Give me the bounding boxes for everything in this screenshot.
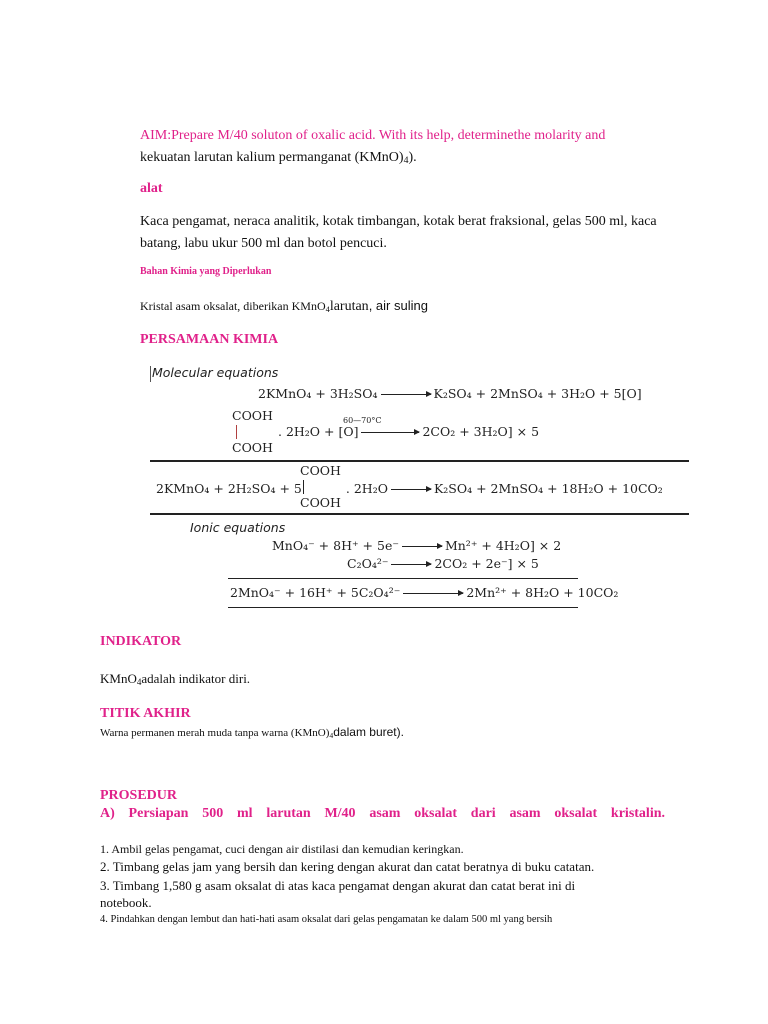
equation-3-lhs: 2KMnO₄ + 2H₂SO₄ + 5 <box>156 481 302 496</box>
divider-line <box>228 578 578 579</box>
equation-3-rhs: K₂SO₄ + 2MnSO₄ + 18H₂O + 10CO₂ <box>433 481 663 496</box>
divider-line <box>228 607 578 608</box>
equation-1-lhs: 2KMnO₄ + 3H₂SO₄ <box>258 386 378 401</box>
equation-2-top: COOH <box>232 408 273 423</box>
aim-line-2-sub: 4 <box>403 155 409 166</box>
ionic-equation-1-lhs: MnO₄⁻ + 8H⁺ + 5e⁻ <box>272 538 399 553</box>
step-4: 4. Pindahkan dengan lembut dan hati-hati asam oksalat dari gelas pengamatan ke dalam 500 ml yang bersih <box>100 914 553 925</box>
oxalic-bond-icon <box>236 425 237 439</box>
alat-heading: alat <box>140 181 163 196</box>
bahan-text-pre: Kristal asam oksalat, diberikan KMnO <box>140 299 326 313</box>
bahan-text <box>140 298 428 315</box>
prosedur-subheading: A) Persiapan 500 ml larutan M/40 asam oksalat dari asam oksalat kristalin. <box>100 806 665 821</box>
ionic-equation-3 <box>230 585 618 600</box>
indikator-text-sub: 4 <box>136 677 142 687</box>
ionic-equation-2-rhs: 2CO₂ + 2e⁻] × 5 <box>434 556 539 571</box>
persamaan-heading: PERSAMAAN KIMIA <box>140 332 279 347</box>
titik-text-pre: Warna permanen merah muda tanpa warna (KMnO) <box>100 727 330 739</box>
aim-line-2 <box>140 148 417 171</box>
indikator-text <box>100 670 250 691</box>
ionic-equation-3-lhs: 2MnO₄⁻ + 16H⁺ + 5C₂O₄²⁻ <box>230 585 401 600</box>
reaction-arrow-icon <box>402 546 442 547</box>
divider-line <box>150 513 689 515</box>
divider-line <box>150 460 689 462</box>
reaction-arrow-icon <box>361 432 419 433</box>
ionic-equation-1-rhs: Mn²⁺ + 4H₂O] × 2 <box>444 538 562 553</box>
ionic-equation-3-rhs: 2Mn²⁺ + 8H₂O + 10CO₂ <box>466 585 619 600</box>
titik-text-post: dalam buret). <box>333 725 404 739</box>
reaction-arrow-icon <box>381 394 431 395</box>
step-3-line-2: notebook. <box>100 895 152 910</box>
equation-3-top: COOH <box>300 463 341 478</box>
reaction-arrow-icon <box>391 489 431 490</box>
ionic-equation-2 <box>347 556 539 571</box>
text-cursor-mark <box>150 366 151 382</box>
bahan-heading: Bahan Kimia yang Diperlukan <box>140 266 272 277</box>
step-2: 2. Timbang gelas jam yang bersih dan kering dengan akurat dan catat beratnya di buku catatan. <box>100 859 595 874</box>
equation-2-mid <box>278 424 539 439</box>
reaction-arrow-icon <box>391 564 431 565</box>
ionic-equations-label: Ionic equations <box>190 520 286 535</box>
indikator-heading: INDIKATOR <box>100 634 182 649</box>
reaction-arrow-icon <box>403 593 463 594</box>
titik-heading: TITIK AKHIR <box>100 706 191 721</box>
equation-3 <box>156 481 663 496</box>
prosedur-heading: PROSEDUR <box>100 788 178 803</box>
equation-1-rhs: K₂SO₄ + 2MnSO₄ + 3H₂O + 5[O] <box>433 386 642 401</box>
equation-2-rhs: 2CO₂ + 3H₂O] × 5 <box>422 424 540 439</box>
titik-text-sub: 4 <box>329 731 334 740</box>
aim-line-2-text: kekuatan larutan kalium permanganat (KMnO) <box>140 150 404 165</box>
equation-3-bottom: COOH <box>300 495 341 510</box>
ionic-equation-2-lhs: C₂O₄²⁻ <box>347 556 389 571</box>
equation-1 <box>258 386 642 401</box>
bahan-text-mid: larutan <box>329 299 369 314</box>
bahan-text-post: , air suling <box>368 298 428 313</box>
indikator-text-post: adalah indikator diri. <box>141 671 251 686</box>
step-1: 1. Ambil gelas pengamat, cuci dengan air distilasi dan kemudian keringkan. <box>100 842 464 856</box>
equation-2-bottom: COOH <box>232 440 273 455</box>
step-3-line-1: 3. Timbang 1,580 g asam oksalat di atas kaca pengamat dengan akurat dan catat berat ini di <box>100 878 576 893</box>
alat-line-2: batang, labu ukur 500 ml dan botol pencuci. <box>140 236 387 251</box>
ionic-equation-1 <box>272 538 561 553</box>
aim-line-2-end: ). <box>408 150 417 165</box>
titik-text <box>100 725 404 740</box>
molecular-equations-label: Molecular equations <box>152 365 279 380</box>
equation-3-mid: . 2H₂O <box>345 481 388 496</box>
aim-line-1: AIM:Prepare M/40 soluton of oxalic acid. With its help, determinethe molarity and <box>140 128 606 143</box>
alat-line-1: Kaca pengamat, neraca analitik, kotak timbangan, kotak berat fraksional, gelas 500 ml, kaca <box>140 214 657 229</box>
bahan-text-sub: 4 <box>325 305 330 314</box>
indikator-text-pre: KMnO <box>100 671 137 686</box>
equation-2-lhs: . 2H₂O + [O] <box>278 424 359 439</box>
equation-2-condition: 60—70°C <box>343 416 382 425</box>
chemical-equations-figure <box>140 362 700 612</box>
